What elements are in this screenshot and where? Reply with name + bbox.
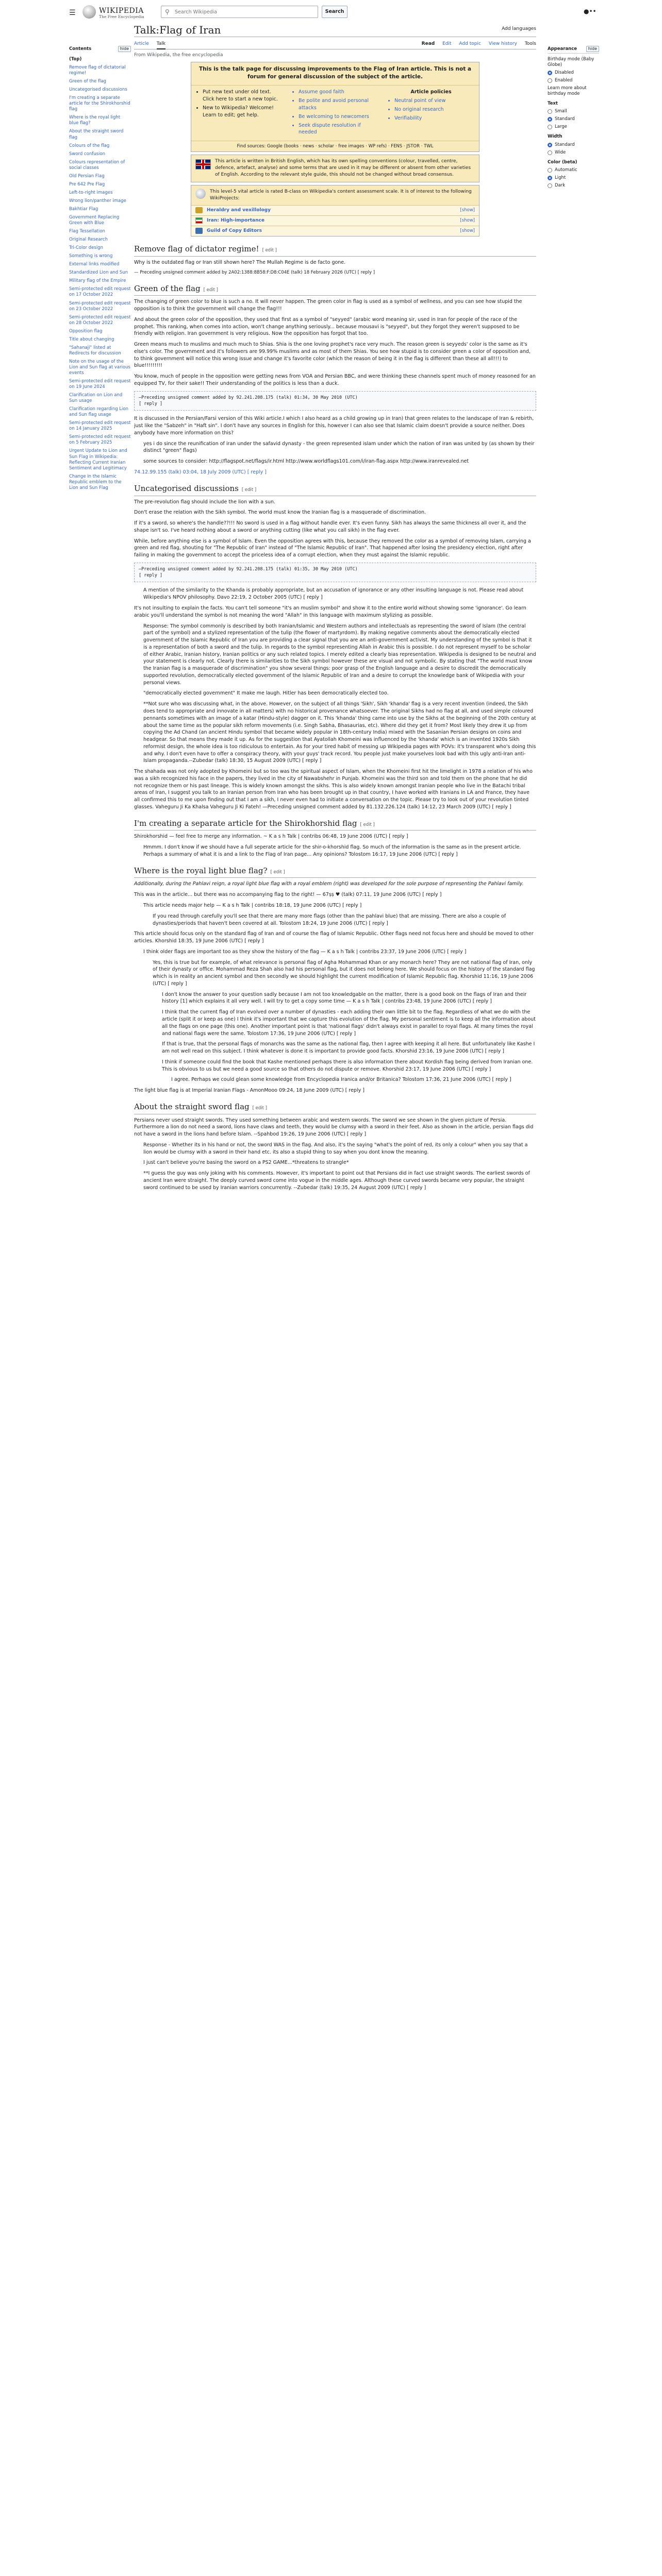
talk-header-col-policies [383, 86, 479, 141]
comment: I don't know the answer to your question sadly because I am not too knowledgable on the matter, there is a good book on the flags of Iran and their history [1] which explains it all very well. I will try to get a copy some time — K a s h Talk | contribs 23:48, 19 June 2006 (UTC) [ reply ] [162, 991, 527, 1005]
radio-dot[interactable] [548, 150, 552, 155]
radio-option[interactable] [548, 109, 599, 114]
heraldry-icon [195, 207, 203, 213]
from-wikipedia: From Wikipedia, the free encyclopedia [134, 53, 223, 58]
color-label: Color (beta) [548, 159, 577, 165]
toc-item[interactable]: Bakhtiar Flag [69, 206, 98, 212]
toc-item[interactable]: Old Persian Flag [69, 173, 105, 179]
appearance-title: Appearance [548, 46, 577, 52]
radio-dot[interactable] [548, 78, 552, 83]
toc-title: Contents [69, 46, 92, 52]
table-of-contents [69, 46, 131, 494]
toc-item[interactable]: Semi-protected edit request on 5 February 2025 [69, 434, 131, 446]
toc-item[interactable]: Note on the usage of the Lion and Sun flag at various events [69, 359, 130, 376]
learn-more-link[interactable]: Learn more about birthday mode [548, 86, 587, 97]
project-row [191, 226, 479, 236]
show-toggle[interactable]: [show] [460, 228, 475, 234]
english-variety-text: This article is written in British English, which has its own spelling conventions (colour, travelled, centre, defence, artefact, analyse) and some terms that are used in it may be different or absent from other varieties of English. According to the relevant style guide, this should not be changed without broad consensus. [215, 159, 471, 178]
wikiproject-banner [191, 185, 479, 236]
wordmark[interactable]: WIKIPEDIA [99, 7, 144, 15]
radio-dot[interactable] [548, 71, 552, 75]
toc-item[interactable]: Government Replacing Green with Blue [69, 214, 120, 226]
comment: Response: The symbol commonly is described by both Iranian/Islamic and Western authors and intellectuals as representing the sword of Islam (the central part of the symbol) and a stylized representation of the tulip (the flower of martyrdom). By making negative comments about the democratically elected government of the Islamic Republic of Iran you are providing a clear signal that you are an anti-government activist. My understanding of the symbol is that it is a representation of both a sword and the tulip. In regards to the symbol representing Allah in Arabic this is possible. I do not represent myself to be scholar of either Arabic, Iranian history, Iranian politics or any such related topics. I merely edited a clearly bias representation. Wikipedia is designed to be neutral and your statement is clearly not. Clearly there is similarities to the Sikh symbol however these are visual and not symbolic. By stating that "The world must know the Iranian flag is a masquerade of discrimination" you show several things: poor grasp of the English language and a desire to discredit the democratically supported revolution, democratically elected government of the Islamic Republic of Iran and a desire to corrupt the knowledge bank of Wikipedia with your personal views. [143, 623, 536, 686]
toc-item[interactable]: (Top) [69, 57, 82, 62]
comment: Shirokhorshid — feel free to merge any information. ~ K a s h Talk | contribs 06:48, 19 June 2006 (UTC) [ reply ] [134, 834, 408, 840]
comment: I think that the current flag of Iran evolved over a number of dynasties - each adding their own little bit to the flag. Regardless of what we do with the article (split it or keep as one) I think it's important that we capture this evolution of the flag. My personal sentiment is to keep all the information about all the flags on one page (this one). Another important point is that 'national flags' didn't always exist in parallel to royal flags. At many times the royal and national flags were the same. Tolostom 17:36, 19 June 2006 (UTC) [ reply ] [162, 1009, 536, 1037]
page-title: Talk:Flag of Iran [134, 24, 221, 36]
radio-dot[interactable] [548, 117, 552, 122]
tab-add-topic[interactable]: Add topic [459, 41, 481, 46]
talk-header-box [191, 62, 479, 152]
toc-item[interactable]: Tri-Color design [69, 245, 103, 251]
level5-text: This level-5 vital article is rated B-class on Wikipedia's content assessment scale. It is of interest to the following WikiProjects: [210, 189, 472, 201]
project-row [191, 215, 479, 226]
toc-item[interactable]: Urgent Update to Lion and Sun Flag in Wikipedia: Reflecting Current Iranian Sentiment and Legitimacy [69, 448, 127, 471]
radio-option[interactable] [548, 175, 599, 181]
comment: Additionally, during the Pahlavi reign, a royal light blue flag with a royal emblem (right) was developed for the sole purpose of representing the Pahlavi family. [134, 881, 524, 887]
search-button[interactable]: Search [322, 6, 347, 18]
comment: yes i do since the reunification of iran under the safavid dynasty - the green represented islam under which the nation of iran was united by (as shown by their distinct "green" flags) [143, 440, 535, 454]
comment: I just can't believe you're basing the sword on a PS2 GAME...*threatens to strangle* [143, 1160, 349, 1166]
radio-dot[interactable] [548, 109, 552, 114]
comment: Don't erase the relation with the Sikh symbol. The world must know the Iranian flag is a masquerade of discrimination. [134, 510, 426, 516]
radio-option[interactable]: Enabled [548, 78, 599, 83]
comment: Response - Whether its in his hand or not, the sword WAS in the flag. And also, it's the saying "what's the point of red, its only a colour" when you say that a lion would be clumsy with a sword in their hand etc. its also a stupid thing to say when you dont know the meaning. [143, 1142, 528, 1155]
preformatted-signature: —Preceding unsigned comment added by 92.241.208.175 (talk) 01:35, 30 May 2010 (UTC) [ reply ] [134, 563, 536, 583]
comment: "democratically elected government" It make me laugh. Hitler has been democratically elected too. [143, 690, 389, 697]
text-size-label: Text [548, 101, 558, 107]
toc-item[interactable]: "Sahanaji" listed at Redirects for discussion [69, 345, 121, 356]
radio-label: Light [555, 175, 566, 180]
radio-label: Automatic [555, 167, 577, 173]
toc-item[interactable]: Sword confusion [69, 151, 106, 157]
section-heading: Green of the flag [ edit ] [134, 283, 536, 296]
project-label[interactable]: Iran: High-importance [207, 217, 264, 223]
toc-item[interactable]: Semi-protected edit request on 28 October 2022 [69, 314, 131, 326]
tab-read[interactable]: Read [421, 41, 435, 46]
toc-item[interactable]: Uncategorised discussions [69, 87, 127, 93]
comment: Green means much to muslims and much much to Shias. Shia is the one loving prophet's race very much. The reason green is seyyeds' color is the same as it's else's color. The government and it's followers are 99.99% muslims and as most of them Shias. You see how stupid is to consider green a color of opposition and, to think government will notice this wrong issue and change it's favorite color (which the reason of being it in the flag is different than these all all!!!) to blue!!!!!!!!! [134, 342, 531, 369]
comment: While, before anything else is a symbol of Islam. Even the opposition agrees with this, because they removed the color as a symbol of removing Islam, carrying a green and red flag, shouting for "The Republic of Iran" instead of "The Islamic Republic of Iran". That happened after losing the presidency election, right after failing in making the government to accept the priceless idea of a corrupt election, when they must against the Islamic republic. [134, 538, 531, 558]
preformatted-signature: —Preceding unsigned comment added by 92.241.208.175 (talk) 01:34, 30 May 2010 (UTC) [ reply ] [134, 391, 536, 411]
radio-option[interactable]: Disabled [548, 70, 599, 76]
toc-item[interactable]: Colours representation of social classes [69, 159, 125, 171]
comment: It's not insulting to explain the facts. You can't tell someone "it's an muslim symbol" and show it to the entire world without showing some 'ignorance'. Go learn arabic you'll understand the symbol is not meaning the word "Allah" in this language with maximum stylizing as possible. [134, 605, 526, 618]
toc-item[interactable]: Wrong lion/panther image [69, 198, 126, 204]
radio-label: Standard [555, 116, 575, 122]
radio-dot[interactable] [548, 183, 552, 188]
user-icon[interactable]: ●•• [584, 8, 597, 15]
project-row [191, 205, 479, 215]
guild-icon [195, 228, 203, 234]
project-label[interactable]: Heraldry and vexillology [207, 207, 271, 213]
radio-label: Dark [555, 182, 566, 188]
toc-item[interactable]: Semi-protected edit request on 17 October 2022 [69, 286, 131, 298]
toc-item[interactable]: Standardized Lion and Sun [69, 270, 128, 276]
comment: The changing of green color to blue is such a no. It will never happen. The green color in flag is used as a symbol of wellness, and you can see how stupid the opposition is to think the government will change the flag!!! [134, 299, 522, 312]
tools-menu[interactable]: Tools [524, 41, 536, 46]
appearance-hide-button[interactable]: hide [586, 46, 599, 52]
width-label: Width [548, 134, 562, 140]
radio-dot[interactable] [548, 143, 552, 147]
edit-link[interactable]: [ edit ] [203, 287, 218, 293]
radio-option[interactable] [548, 142, 599, 148]
toc-item[interactable]: Where is the royal light blue flag? [69, 115, 121, 126]
wikipedia-logo[interactable] [82, 5, 96, 19]
add-languages-button[interactable]: Add languages [502, 26, 536, 31]
edit-link[interactable]: [ edit ] [270, 869, 285, 875]
comment: I think if someone could find the book that Kashe mentioned perhaps there is also information there about Kordish flag being derived from Iranian one. This is obvious to us but we need a good source so that others do not dispute or remove. Khorshid 23:17, 19 June 2006 (UTC) [ reply ] [162, 1059, 533, 1072]
toc-item[interactable]: Remove flag of dictatorial regime! [69, 65, 126, 76]
comment: The shahada was not only adopted by Khomeini but so too was the spiritual aspect of Islam, when the Khomeini first hit the limelight in 1978 a relation of his who was a sikh recognized his face in the papers, they lived in the city of Nawabshehr in Punjab. Khomeini was the third son and told them on the phone that he did not recognize them or his past lineage. This is widely known amongst the sikhs. This is also widely known amongst Iranian people who live in the Batachi tribal areas of Iran, I suggest you talk to an Iranian person from Iran who has been brought up in that country, I have worked with Iranians in LA and France, they have all confirmed this to me upon finding out that I am a sikh, I never even had to initiate a conversation on the topic. Please try to look out of your revolution tinted glasses. Vaheguru Ji Ka Khalsa Vaheguru Ji Ki Fateh! —Preceding unsigned comment added by 81.132.226.124 (talk) 14:12, 23 March 2009 (UTC) [ reply ] [134, 769, 533, 810]
comment: The light blue flag is at Imperial Iranian Flags - AmonMooo 09:24, 18 June 2009 (UTC) [ reply ] [134, 1088, 365, 1094]
toc-item[interactable]: I'm creating a separate article for the Shirokhorshid flag [69, 95, 130, 112]
edit-link[interactable]: [ edit ] [262, 247, 277, 253]
comment: This article should focus only on the standard flag of Iran and of course the flag of Islamic Republic. Other flags need not focus here and should be moved to other articles. Khorshid 18:35, 19 June 2006 (UTC) [ reply ] [134, 931, 534, 944]
radio-option[interactable] [548, 167, 599, 173]
search-box[interactable] [161, 6, 318, 18]
search-input[interactable] [174, 8, 313, 16]
section-heading: Uncategorised discussions [ edit ] [134, 483, 536, 496]
comment: some sources to consider: http://flagspot.net/flags/ir.html http://www.worldflags101.com/i/iran-flag.aspx http://www.iranrevealed.net [143, 459, 469, 465]
toc-item[interactable]: Semi-protected edit request on 14 January 2025 [69, 420, 131, 432]
guidance-item[interactable]: • New to Wikipedia? Welcome! Learn to edit; get help. [203, 105, 283, 119]
comment: If it's a sword, so where's the handle??!!! No sword is used in a flag without handle ever. It's even funny. Sikh has always the same thickness all over it, and the shape isn't so. I've heard nothing about a sword or anything cutting (like what you call sikh) in the flag ever. [134, 520, 526, 533]
radio-option[interactable] [548, 183, 599, 189]
toc-item[interactable]: About the straight sword flag [69, 129, 124, 140]
comment: This article needs major help — K a s h Talk | contribs 18:18, 19 June 2006 (UTC) [ reply ] [143, 903, 362, 909]
iran-flag-icon [195, 217, 203, 224]
policy-item[interactable]: • No original research [394, 106, 475, 113]
toc-item[interactable]: Colours of the flag [69, 143, 110, 148]
toc-item[interactable]: Something is wrong [69, 253, 113, 259]
section-heading: Where is the royal light blue flag? [ edit ] [134, 866, 536, 878]
toc-item[interactable]: Clarification on Lion and Sun usage [69, 393, 123, 404]
find-sources[interactable]: Find sources: Google (books · news · scholar · free images · WP refs) · FENS · JSTOR · TWL [191, 141, 479, 151]
radio-label: Standard [555, 142, 575, 147]
toc-item[interactable]: Semi-protected edit request on 19 June 2024 [69, 379, 131, 390]
radio-option[interactable] [548, 116, 599, 122]
toc-item[interactable]: Clarification regarding Lion and Sun flag usage [69, 406, 128, 418]
comment: A mention of the similarity to the Khanda is probably appropriate, but an accusation of ignorance or any other insulting language is not. Please read about Wikipedia's NPOV philosophy. Davo 22:19, 2 October 2005 (UTC) [ reply ] [143, 587, 524, 601]
birthday-mode-label: Birthday mode (Baby Globe) [548, 57, 594, 68]
comment: Hmmm. I don't know if we should have a full seperate article for the shir-o-khorshid flag. So much of the information is the same as in the present article. Perhaps a summary of what it is and a link to the Flag of Iran page... Any opinions? Tolostom 16:17, 19 June 2006 (UTC) [ reply ] [143, 844, 521, 857]
tagline: The Free Encyclopedia [99, 14, 144, 19]
toc-item[interactable]: Opposition flag [69, 328, 103, 334]
tab-edit[interactable]: Edit [442, 41, 452, 46]
comment: **I guess the guy was only joking with his comments. However, it's important to point out that Persians did in fact use straight swords. The earliest swords of ancient Iran were straight. The deeply curved sword come into vogue in the middle ages. Although these curved swords became very popular, the straight sword continued to be used by Iranian warriors concurrently. --Zubedar (talk) 19:35, 24 August 2009 (UTC) [ reply ] [143, 1171, 530, 1191]
signature: — Preceding unsigned comment added by 2A02:1388:8B58:F:D8:C04E (talk) 18 February 2026 (UTC) [ reply ] [134, 270, 375, 276]
talk-header-col-guidance [191, 86, 287, 141]
talk-header-notice: This is the talk page for discussing improvements to the Flag of Iran article. This is not a forum for general discussion of the subject of the article. [199, 66, 471, 80]
radio-dot[interactable] [548, 125, 552, 129]
toc-item[interactable]: External links modified [69, 262, 120, 267]
tab-article[interactable]: Article [134, 41, 149, 46]
radio-label: Wide [555, 149, 566, 155]
toc-item[interactable]: Semi-protected edit request on 23 October 2022 [69, 300, 131, 312]
comment: Why is the outdated flag or Iran still shown here? The Mullah Regime is de facto gone. [134, 259, 346, 265]
toc-item[interactable]: Military flag of the Empire [69, 278, 126, 284]
section-heading: About the straight sword flag [ edit ] [134, 1101, 536, 1114]
main-content [134, 23, 536, 1195]
radio-option[interactable] [548, 150, 599, 156]
toc-item[interactable]: Green of the flag [69, 79, 106, 84]
comment: Persians never used straight swords. They used something between arabic and western swords. The sword we see shown in the given picture of Persia. Furthermore a lion do not need a sword, lions have claws and teeth, they would be clumsy with a sword in their feet. Also as shown in the article, persian flags did not have a sword in the lions hand before Islam. --Spahbod 19:26, 19 June 2006 (UTC) [ reply ] [134, 1117, 534, 1138]
radio-dot[interactable] [548, 168, 552, 173]
radio-label: Large [555, 124, 567, 130]
policy-item[interactable]: • Neutral point of view [394, 97, 475, 105]
globe-icon [195, 189, 206, 199]
comment: **Not sure who was discussing what, in the above. However, on the subject of all things 'Sikh', Sikh 'khanda' flag is a very recent invention (indeed, the Sikh does tend to appropriate and innovate in all matters) with no historical provenance whatsoever. The original Sikhs had no flag at all, and used simple coloured pennants sometimes with an image of a katar (Hindu-style) dagger on it. This 'khanda' thing came into use by the Sikhs at the beginning of the 20th century at about the same time as the popular sikh reform movements (i.e. Singh Sabha, Bhasaurias, etc). Where did they get it from? Most likely they drew it up from copying the Ad Chand (an ancient Hindu symbol that became widely popular in 18th-century India) mixed with the Sasanian Persian designs on coins and headgear. So that means they made it up. As for the suggestion that Ayatollah Khomeini was influenced by the 'khanda' which is an invented 1920s Sikh reformist design, the whole idea is too ridiculous to entertain. As for your tired habit of messing up Wikipedia pages with POVs: it's transparent who's doing this and why. I don't even have to offer a conspiracy theory, with your guys' track record. You people just make yourselves look bad with this ugly anti-Iran anti-Islam propaganda.--Zubedar (talk) 18:30, 15 August 2009 (UTC) [ reply ] [143, 701, 536, 764]
etiquette-item[interactable]: • Be polite and avoid personal attacks [299, 97, 379, 112]
comment: This was in the article... but there was no accompanying flag to the right! — 67ṣṣ ♥ (talk) 07:11, 19 June 2006 (UTC) [ reply ] [134, 892, 442, 898]
appearance-panel [548, 46, 599, 191]
comment: Yes, this is true but for example, of what relevance is personal flag of Agha Mohammad Khan or any monarch here? They are not national flag of Iran, only of their dynasty or office. Mohammad Reza Shah also had his personal flag, but it does not belong here. We should focus on the history of the standard flag which is in reality an ancient symbol and then secondly we should highlight the current modification of Islamic Republic flag. Khorshid 11:16, 19 June 2006 (UTC) [ reply ] [153, 959, 535, 987]
tab-talk[interactable]: Talk [157, 39, 166, 49]
comment: You know, much of people in the opposition were getting news from VOA and Persian BBC, and were thinking these channels spent much of money reasoned for an equipped TV, for their sake!! Their understanding of the politics is less than a duck. [134, 374, 536, 386]
etiquette-item[interactable]: • Be welcoming to newcomers [299, 113, 379, 121]
comment: If you read through carefully you'll see that there are many more flags (other than the pahlavi blue) that are missing. There are also a couple of dynasties/periods that haven't been covered at all. Tolostom 18:24, 19 June 2006 (UTC) [ reply ] [153, 913, 506, 926]
comment: I agree. Perhaps we could glean some knowledge from Encyclopedia Iranica and/or Britanica? Tolostom 17:36, 21 June 2006 (UTC) [ reply ] [171, 1077, 511, 1083]
comment: It is discussed in the Persian/Farsi version of this Wiki article.I which I also heard as a child growing up in Iran) that green relates to the landscape of Iran & rebirth, just like the "Sabzeh" in "Haft sin". I don't have any sources in English for this, however I can also see that Islamic claim doesn't provide a source neither. Does anybody have more information on this? [134, 416, 534, 436]
toc-item[interactable]: Title about changing [69, 336, 114, 342]
toc-item[interactable]: Original Research [69, 237, 108, 243]
tab-view-history[interactable]: View history [488, 41, 517, 46]
project-label[interactable]: Guild of Copy Editors [207, 228, 262, 233]
search-icon: ⚲ [165, 8, 170, 15]
site-header [0, 0, 662, 26]
signature[interactable]: 74.12.99.155 (talk) 03:04, 18 July 2009 (UTC) [ reply ] [134, 469, 267, 475]
guidance-item[interactable]: • Put new text under old text. Click here to start a new topic. [203, 89, 283, 103]
edit-link[interactable]: [ edit ] [360, 822, 375, 827]
comment: The pre-revolution flag should include the lion with a sun. [134, 499, 276, 505]
talk-header-col-etiquette [287, 86, 383, 141]
radio-label: Small [555, 109, 567, 114]
toc-item[interactable]: Left-to-right images [69, 190, 113, 195]
english-variety-banner [191, 155, 479, 182]
edit-link[interactable]: [ edit ] [252, 1105, 267, 1111]
show-toggle[interactable]: [show] [460, 218, 475, 224]
toc-item[interactable]: Change in the Islamic Republic emblem to the Lion and Sun Flag [69, 473, 122, 490]
toc-hide-button[interactable]: hide [118, 46, 131, 52]
policies-title: Article policies [410, 89, 452, 95]
radio-dot[interactable] [548, 176, 552, 180]
show-toggle[interactable]: [show] [460, 207, 475, 213]
uk-flag-icon [195, 159, 211, 170]
radio-option[interactable] [548, 124, 599, 130]
policy-item[interactable]: • Verifiability [394, 115, 475, 122]
section-heading: Remove flag of dictator regime! [ edit ] [134, 244, 536, 257]
edit-link[interactable]: [ edit ] [241, 487, 257, 493]
etiquette-item[interactable]: • Assume good faith [299, 89, 379, 96]
menu-icon[interactable]: ☰ [69, 9, 76, 17]
comment: And about the green color of the opposition, they used that first as a symbol of "seyyed" (arabic word meaning sir, used in Iran for people of the race of the prophet. This ranking, when comes into action, won't change anything seriously... because mousavi is "seyyed", but they forgot they weren't supposed to be friendly with religion. Iran government is very religious. Now the opposition has forgot that too. [134, 316, 520, 337]
etiquette-item[interactable]: • Seek dispute resolution if needed [299, 122, 379, 137]
comment: If that is true, that the personal flags of monarchs was the same as the national flag, then I agree with keeping it all here. But unfortunately like Kashe I am not well read on this subject. I think whatever is done it is important to provide good facts. Khorshid 23:16, 19 June 2006 (UTC) [ reply ] [162, 1041, 535, 1055]
comment: I think older flags are important too as they show the history of the flag — K a s h Talk | contribs 23:37, 19 June 2006 (UTC) [ reply ] [143, 948, 467, 955]
toc-item[interactable]: Flag Tessellation [69, 229, 105, 234]
toc-item[interactable]: Pre 642 Pre Flag [69, 181, 105, 187]
section-heading: I'm creating a separate article for the Shirokhorshid flag [ edit ] [134, 818, 536, 831]
